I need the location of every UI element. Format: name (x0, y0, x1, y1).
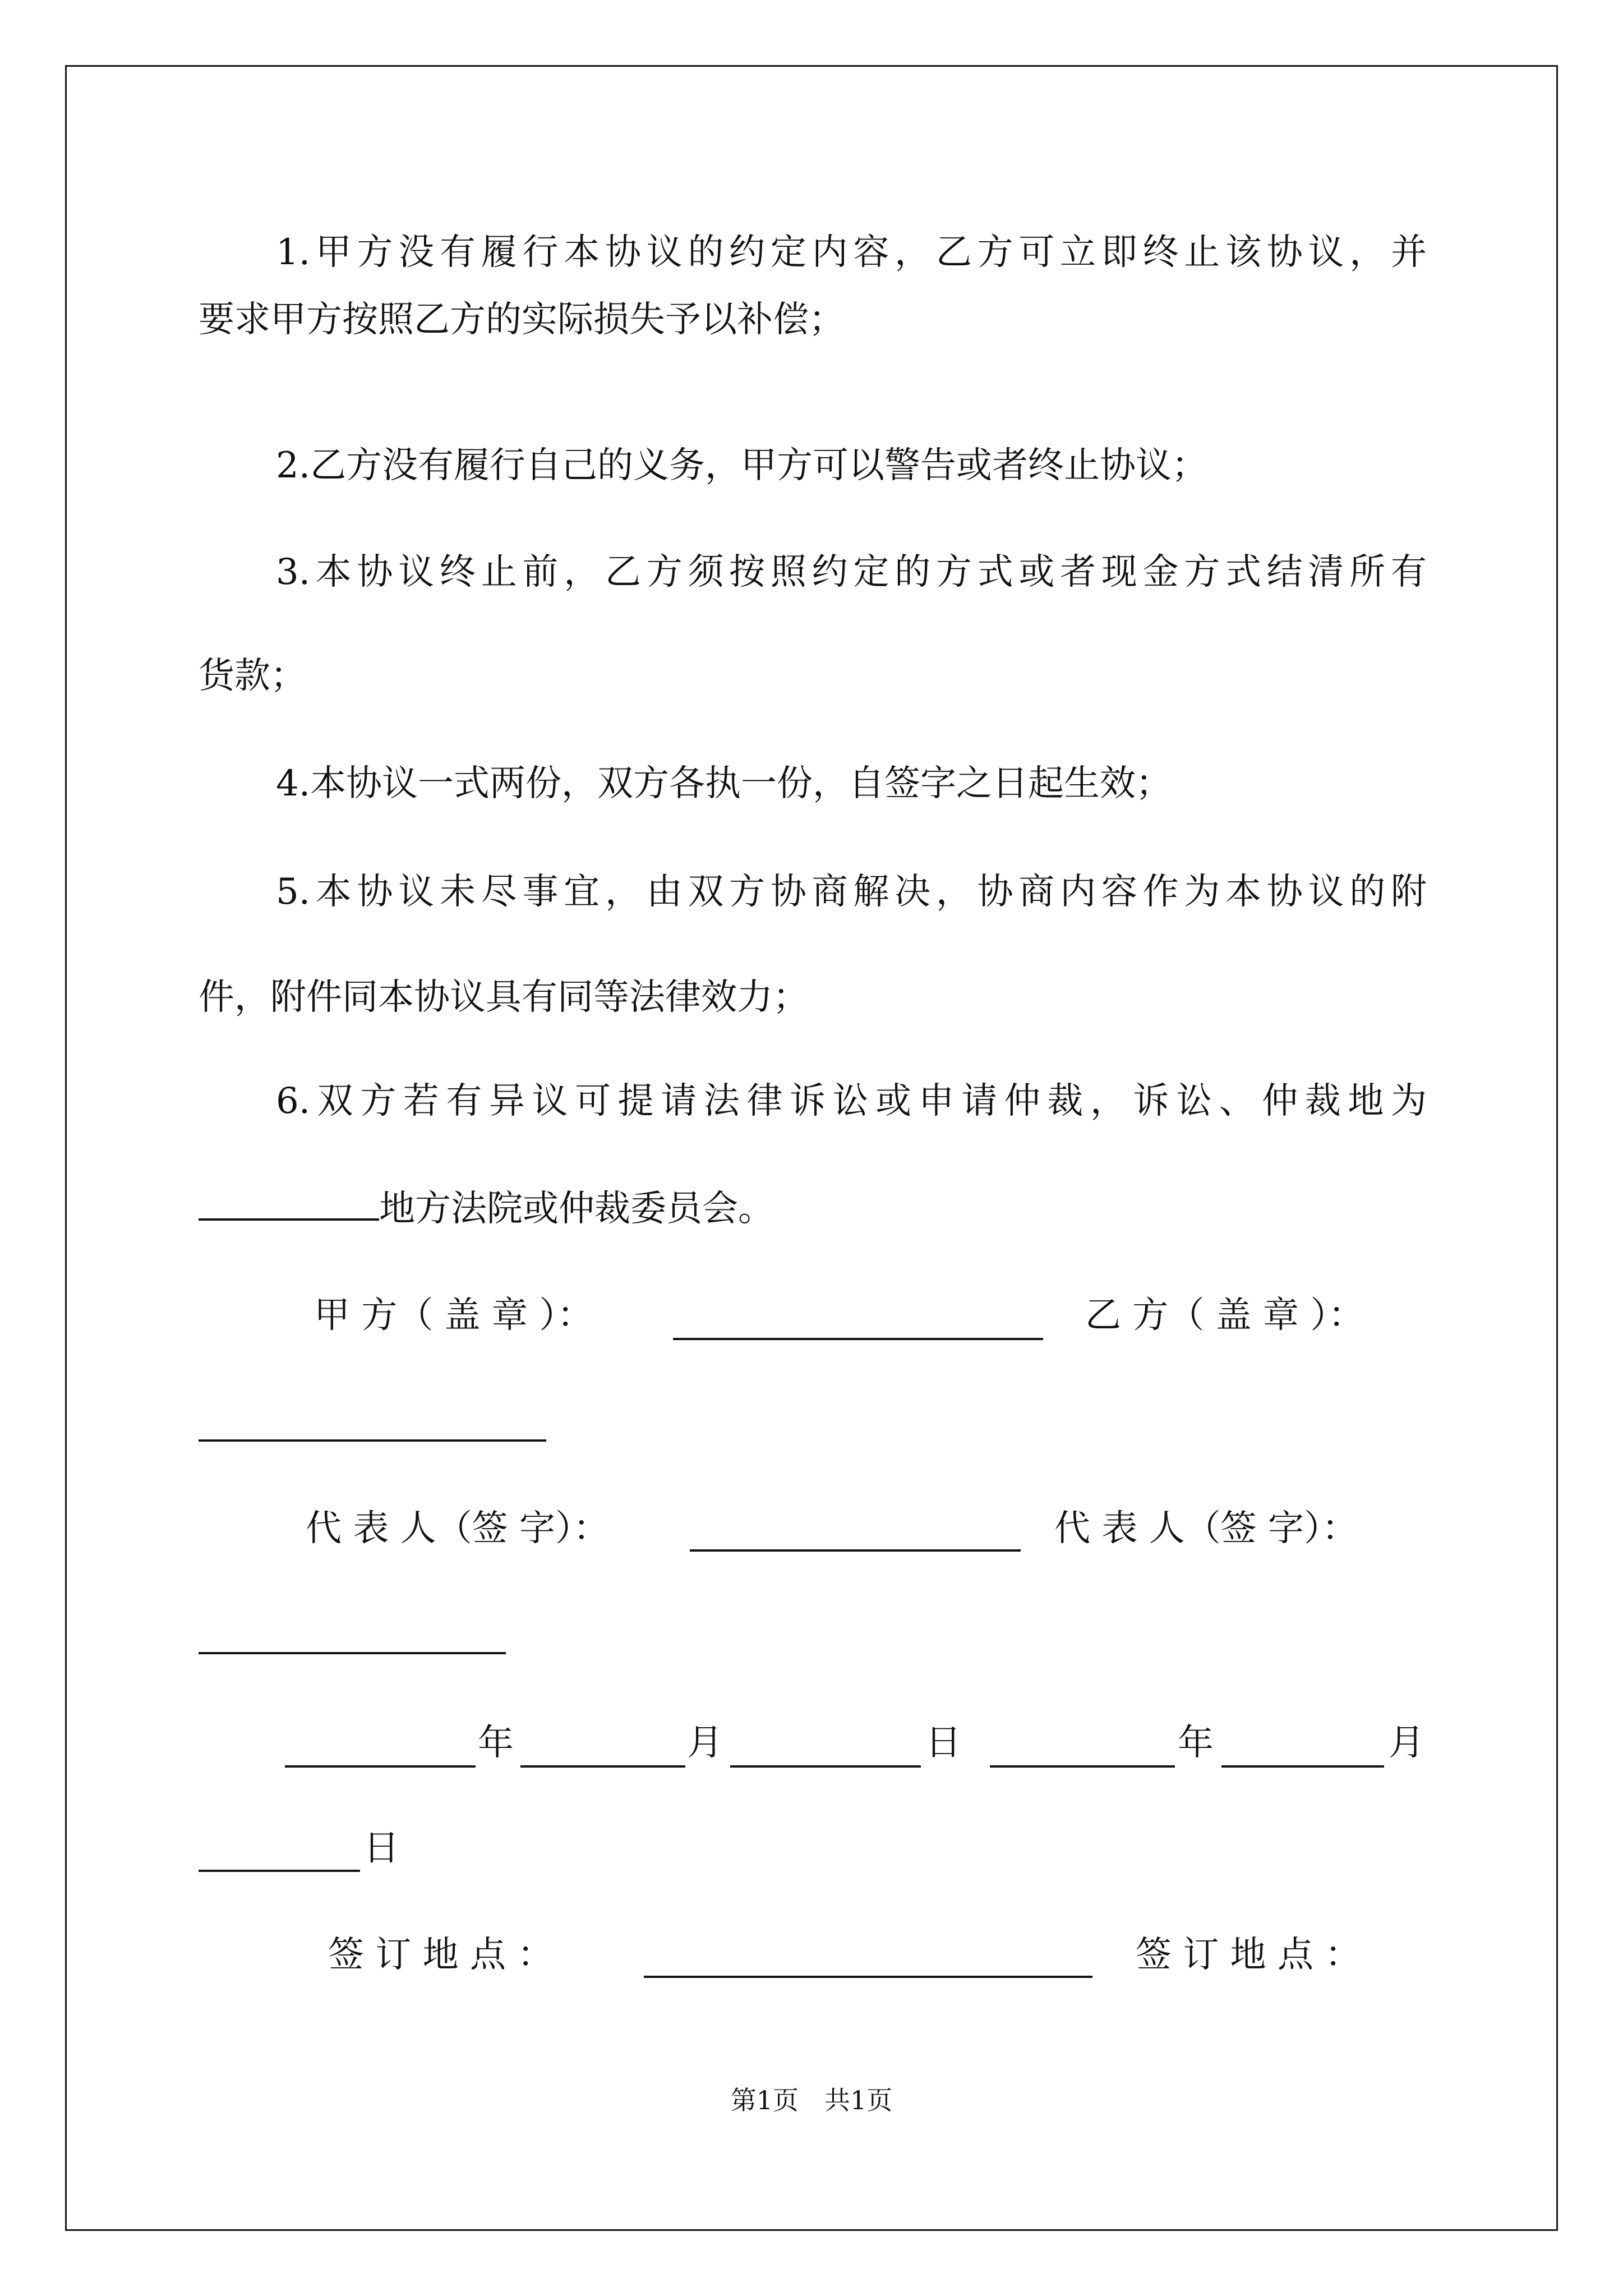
party-b-seal-label: 乙 方（ 盖 章 ）： (1085, 1295, 1364, 1336)
clause-3-line-1: 3.本协议终止前，乙方须按照约定的方式或者现金方式结清所有 (276, 551, 1427, 593)
rep-a-label: 代 表 人（签 字）： (306, 1508, 610, 1549)
clause-5-line-2: 件，附件同本协议具有同等法律效力； (199, 977, 809, 1018)
clause-6-suffix: 地方法院或仲裁委员会。 (379, 1188, 774, 1230)
date-a-month-line (520, 1765, 685, 1768)
date-b-day: 日 (363, 1828, 399, 1869)
date-b-month: 月 (1389, 1722, 1424, 1764)
rep-b-label: 代 表 人（签 字）： (1054, 1508, 1358, 1549)
clause-5-line-1: 5.本协议未尽事宜，由双方协商解决，协商内容作为本协议的附 (276, 871, 1427, 913)
party-a-seal-line (673, 1338, 1043, 1340)
date-b-month-line (1221, 1765, 1384, 1768)
party-a-seal-label: 甲 方（ 盖 章 ）： (314, 1295, 593, 1336)
date-a-year-line (285, 1765, 476, 1768)
date-a-day-line (730, 1765, 921, 1768)
date-b-year-line (990, 1765, 1175, 1768)
venue-blank (199, 1185, 379, 1221)
page-number: 第1页 共1页 (730, 2085, 893, 2115)
date-b-day-line (199, 1870, 360, 1872)
clause-1-line-1: 1.甲方没有履行本协议的约定内容，乙方可立即终止该协议，并 (276, 232, 1427, 273)
date-a-month: 月 (687, 1722, 723, 1764)
date-a-year: 年 (478, 1722, 514, 1764)
clause-6-line-1: 6.双方若有异议可提请法律诉讼或申请仲裁，诉讼、仲裁地为 (276, 1080, 1427, 1122)
clause-2: 2.乙方没有履行自己的义务，甲方可以警告或者终止协议； (276, 445, 1208, 486)
rep-a-line (690, 1549, 1021, 1552)
clause-6-line-2 (199, 1184, 1427, 1234)
rep-b-line (199, 1652, 506, 1654)
page-frame (65, 65, 1558, 2231)
date-a-day: 日 (925, 1722, 961, 1764)
clause-1-line-2: 要求甲方按照乙方的实际损失予以补偿； (199, 299, 845, 341)
place-a-label: 签 订 地 点 ： (328, 1934, 554, 1976)
place-a-line (644, 1976, 1092, 1978)
date-b-year: 年 (1178, 1722, 1214, 1764)
place-b-label: 签 订 地 点 ： (1136, 1934, 1361, 1976)
clause-3-line-2: 货款； (199, 655, 306, 697)
clause-4: 4.本协议一式两份，双方各执一份，自签字之日起生效； (276, 763, 1172, 804)
party-b-seal-line (199, 1439, 546, 1442)
